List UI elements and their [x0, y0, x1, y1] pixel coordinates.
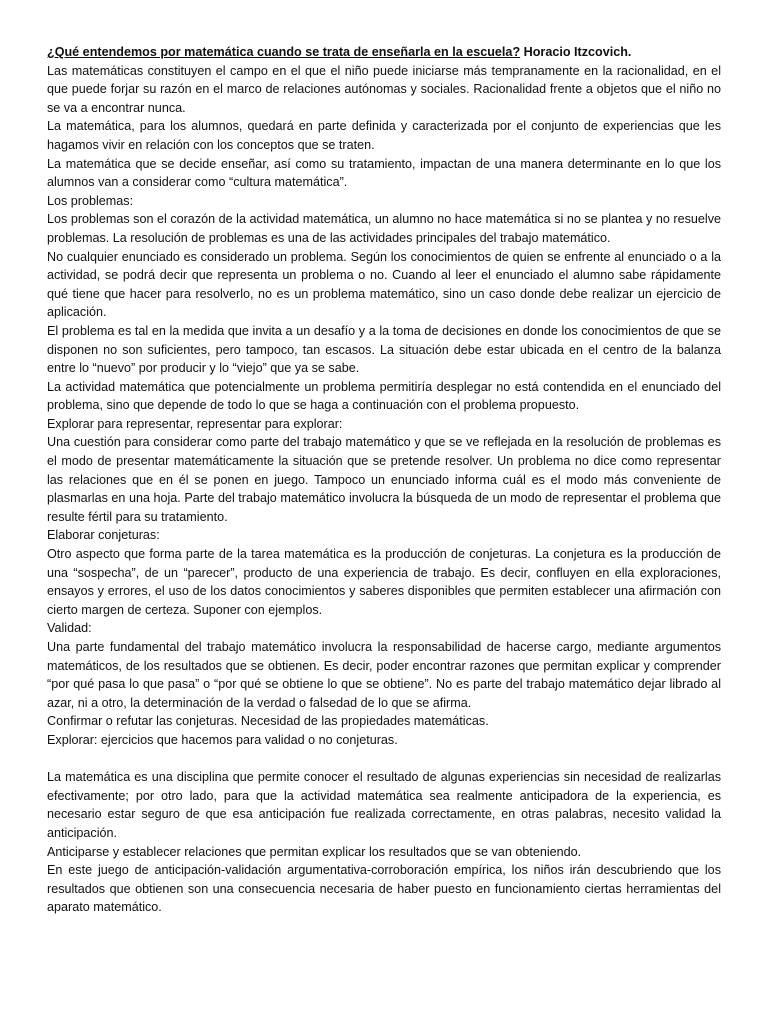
paragraph: Las matemáticas constituyen el campo en el que el niño puede iniciarse más tempranamente en la racionalidad, en el que puede forjar su razón en el marco de relaciones autónomas y sociales. Racionalidad frente a objetos que el niño no se va a encontrar nunca.	[47, 63, 721, 115]
paragraph: La matemática, para los alumnos, quedará en parte definida y caracterizada por el conjunto de experiencias que les hagamos vivir en relación con los conceptos que se traten.	[47, 119, 721, 152]
paragraph: Explorar: ejercicios que hacemos para validad o no conjeturas.	[47, 732, 398, 747]
section-heading: Explorar para representar, representar para explorar:	[47, 416, 343, 431]
paragraph: El problema es tal en la medida que invita a un desafío y a la toma de decisiones en donde los conocimientos de que se disponen no son suficientes, pero tampoco, tan escasos. La situación debe estar ubicada en el centro de la balanza entre lo “nuevo” por producir y lo “viejo” que ya se sabe.	[47, 323, 721, 376]
document-title	[47, 43, 721, 62]
section-heading: Validad:	[47, 621, 92, 636]
title-author: Horacio Itzcovich.	[520, 45, 632, 59]
section-heading: Elaborar conjeturas:	[47, 528, 160, 543]
paragraph: Confirmar o refutar las conjeturas. Necesidad de las propiedades matemáticas.	[47, 714, 489, 729]
paragraph: No cualquier enunciado es considerado un problema. Según los conocimientos de quien se enfrente al enunciado o a la actividad, se podrá decir que representa un problema o no. Cuando al leer el enunciado el alumno sabe rápidamente qué tiene que hacer para resolverlo, no es un problema matemático, sino un caso donde debe realizar un ejercicio de aplicación.	[47, 249, 721, 320]
paragraph: Una cuestión para considerar como parte del trabajo matemático y que se ve reflejada en la resolución de problemas es el modo de presentar matemáticamente la situación que se pretende resolver. Un problema no dice como representar las relaciones que en él se ponen en juego. Tampoco un enunciado informa cuál es el modo más conveniente de plasmarlas en una hoja. Parte del trabajo matemático involucra la búsqueda de un modo de representar el problema que resulte fértil para su tratamiento.	[47, 435, 721, 524]
blank-line	[47, 750, 721, 769]
paragraph: Una parte fundamental del trabajo matemático involucra la responsabilidad de hacerse cargo, mediante argumentos matemáticos, de los resultados que se obtienen. Es decir, poder encontrar razones que permitan explicar y comprender “por qué pasa lo que pasa” o “por qué se obtiene lo que se obtiene”. No es parte del trabajo matemático dejar librado al azar, ni a otro, la determinación de la verdad o falsedad de lo que se afirma.	[47, 640, 721, 710]
paragraph: La matemática es una disciplina que permite conocer el resultado de algunas experiencias sin necesidad de realizarlas efectivamente; por otro lado, para que la actividad matemática sea realmente anticipadora de la experiencia, es necesario estar seguro de que esa anticipación fue realizada correctamente, en otras palabras, necesito validad la anticipación.	[47, 770, 721, 840]
paragraph: Los problemas son el corazón de la actividad matemática, un alumno no hace matemática si no se plantea y no resuelve problemas. La resolución de problemas es una de las actividades principales del trabajo matemático.	[47, 212, 721, 245]
paragraph: Anticiparse y establecer relaciones que permitan explicar los resultados que se van obteniendo.	[47, 844, 582, 859]
paragraph: Otro aspecto que forma parte de la tarea matemática es la producción de conjeturas. La conjetura es la producción de una “sospecha”, de un “parecer”, producto de una experiencia de trabajo. Es decir, confluyen en ella exploraciones, ensayos y errores, el uso de los datos conocimientos y saberes disponibles que permiten establecer una afirmación con cierto margen de certeza. Suponer con ejemplos.	[47, 547, 721, 617]
section-heading: Los problemas:	[47, 193, 134, 208]
paragraph: La matemática que se decide enseñar, así como su tratamiento, impactan de una manera determinante en lo que los alumnos van a considerar como “cultura matemática”.	[47, 156, 721, 190]
paragraph: En este juego de anticipación-validación argumentativa-corroboración empírica, los niños irán descubriendo que los resultados que obtienen son una consecuencia necesaria de haber puesto en funcionamiento ciertas herramientas del aparato matemático.	[47, 863, 721, 915]
paragraph: La actividad matemática que potencialmente un problema permitiría desplegar no está contendida en el enunciado del problema, sino que depende de todo lo que se haga a continuación con el problema propuesto.	[47, 379, 721, 413]
title-question: ¿Qué entendemos por matemática cuando se trata de enseñarla en la escuela?	[47, 45, 521, 59]
